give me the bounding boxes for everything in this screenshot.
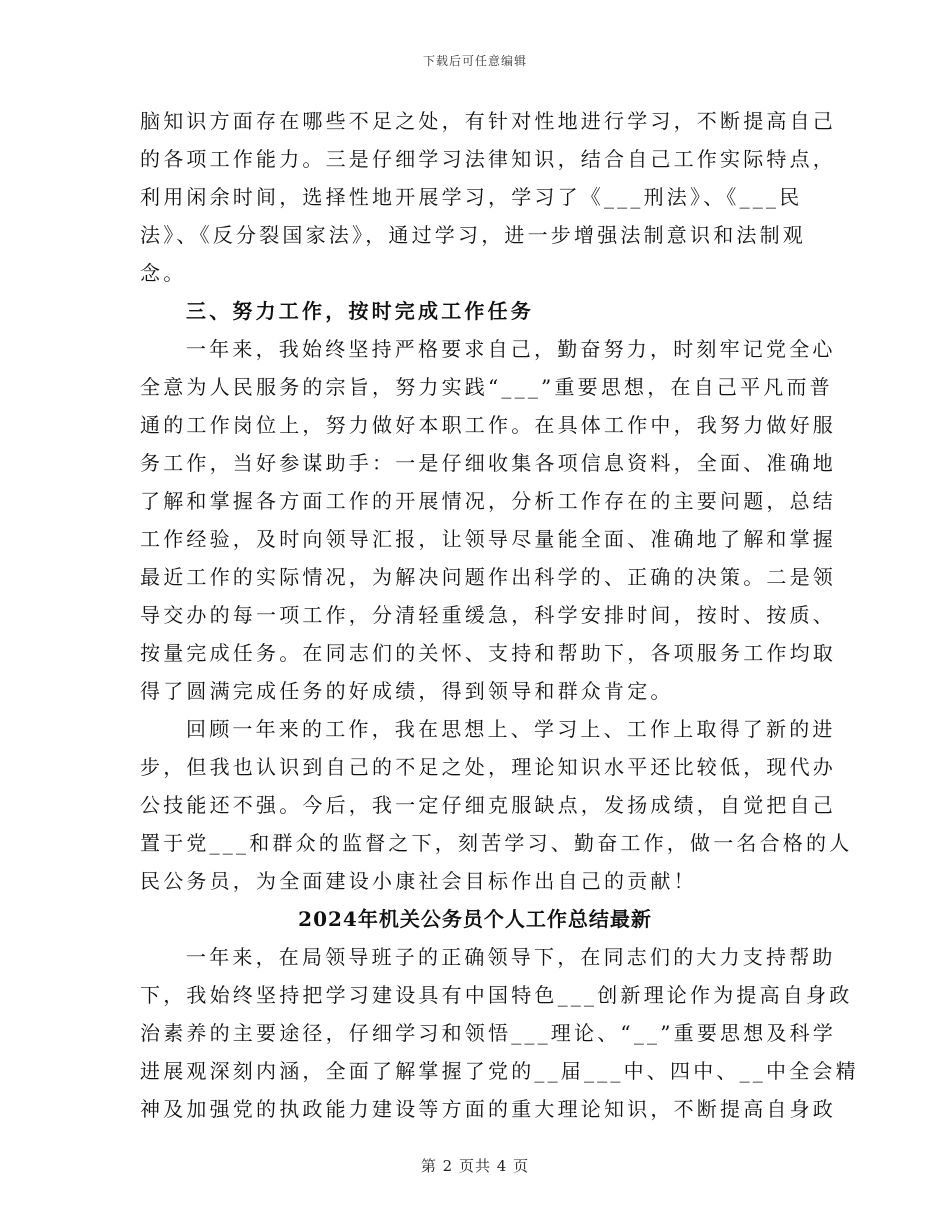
text-line: 一年来，我始终坚持严格要求自己，勤奋努力，时刻牢记党全心 — [186, 337, 836, 361]
page-number: 第 2 页共 4 页 — [420, 1157, 530, 1175]
text-line: 回顾一年来的工作，我在思想上、学习上、工作上取得了新的进 — [186, 717, 836, 741]
text-line: 脑知识方面存在哪些不足之处，有针对性地进行学习，不断提高自己 — [140, 109, 836, 133]
text-line: 法》、《反分裂国家法》，通过学习，进一步增强法制意识和法制观 — [140, 223, 806, 247]
section-heading: 三、努力工作，按时完成工作任务 — [186, 299, 534, 323]
text-line: 得了圆满完成任务的好成绩，得到领导和群众肯定。 — [140, 679, 674, 703]
text-line: 念。 — [140, 261, 187, 285]
text-line: 导交办的每一项工作，分清轻重缓急，科学安排时间，按时、按质、 — [140, 603, 836, 627]
page-header-note: 下载后可任意编辑 — [422, 54, 527, 68]
text-line: 置于党___和群众的监督之下，刻苦学习、勤奋工作，做一名合格的人 — [140, 831, 853, 855]
text-line: 的各项工作能力。三是仔细学习法律知识，结合自己工作实际特点， — [140, 147, 836, 171]
text-line: 利用闲余时间，选择性地开展学习，学习了《___刑法》、《___民 — [140, 185, 803, 209]
text-line: 工作经验，及时向领导汇报，让领导尽量能全面、准确地了解和掌握 — [140, 527, 836, 551]
document-body — [140, 102, 859, 1128]
text-line: 全意为人民服务的宗旨，努力实践“___”重要思想，在自己平凡而普 — [140, 375, 833, 399]
text-line: 公技能还不强。今后，我一定仔细克服缺点，发扬成绩，自觉把自己 — [140, 793, 836, 817]
text-line: 下，我始终坚持把学习建设具有中国特色___创新理论作为提高自身政 — [140, 983, 853, 1007]
text-line: 进展观深刻内涵，全面了解掌握了党的__届___中、四中、__中全会精 — [140, 1059, 859, 1083]
text-line: 一年来，在局领导班子的正确领导下，在同志们的大力支持帮助 — [186, 945, 836, 969]
text-line: 民公务员，为全面建设小康社会目标作出自己的贡献！ — [140, 869, 697, 893]
text-line: 按量完成任务。在同志们的关怀、支持和帮助下，各项服务工作均取 — [140, 641, 836, 665]
text-line: 治素养的主要途径，仔细学习和领悟___理论、“__”重要思想及科学 — [140, 1021, 837, 1045]
text-line: 了解和掌握各方面工作的开展情况，分析工作存在的主要问题，总结 — [140, 489, 836, 513]
text-line: 步，但我也认识到自己的不足之处，理论知识水平还比较低，现代办 — [140, 755, 836, 779]
document-title: 2024年机关公务员个人工作总结最新 — [298, 907, 652, 931]
text-line: 务工作，当好参谋助手：一是仔细收集各项信息资料，全面、准确地 — [140, 451, 836, 475]
text-line: 神及加强党的执政能力建设等方面的重大理论知识，不断提高自身政 — [140, 1097, 836, 1121]
text-line: 最近工作的实际情况，为解决问题作出科学的、正确的决策。二是领 — [140, 565, 836, 589]
text-line: 通的工作岗位上，努力做好本职工作。在具体工作中，我努力做好服 — [140, 413, 836, 437]
